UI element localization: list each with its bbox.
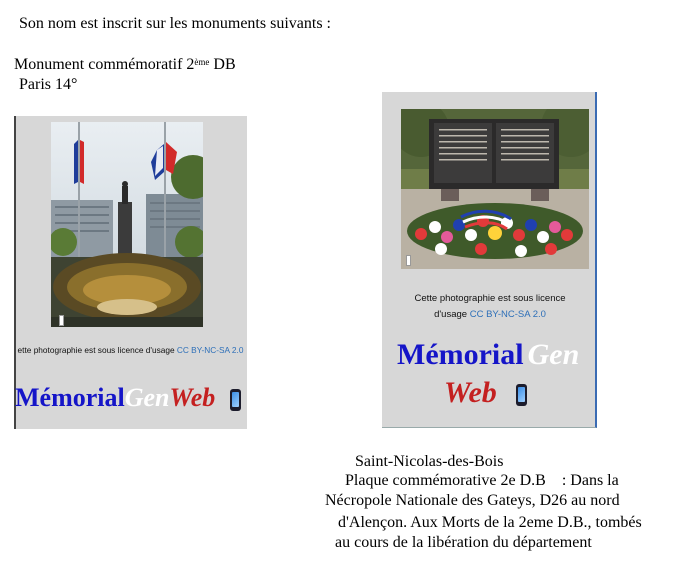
monument1-license-text: ette photographie est sous licence d'usage: [17, 345, 175, 355]
monument1-location: Paris 14°: [19, 76, 78, 93]
monument2-desc-line1: Plaque commémorative 2e D.B : Dans la: [345, 472, 619, 489]
monument1-brand-logo: [15, 383, 241, 413]
brand-web: Web: [444, 376, 497, 409]
smartphone-icon: [230, 389, 241, 411]
monument1-license-link[interactable]: CC BY-NC-SA 2.0: [176, 345, 244, 355]
monument2-desc-line3: d'Alençon. Aux Morts de la 2eme D.B., tombés: [338, 514, 642, 531]
monument2-license: [392, 291, 588, 323]
monument2-license-link[interactable]: CC BY-NC-SA 2.0: [469, 309, 546, 320]
brand-memorial: Mémorial: [397, 338, 524, 371]
monument2-license-line1: Cette photographie est sous licence: [414, 293, 566, 304]
monument2-place: Saint-Nicolas-des-Bois: [355, 453, 504, 470]
monument1-title-sup: ème: [194, 57, 210, 67]
monument1-card[interactable]: [14, 116, 247, 429]
brand-gen: Gen: [124, 383, 170, 412]
monument2-brand-line1: [397, 338, 579, 372]
brand-gen: Gen: [527, 338, 580, 371]
smartphone-icon: [516, 384, 527, 406]
monument2-brand-line2: [444, 376, 527, 410]
intro-text: Son nom est inscrit sur les monuments suivants :: [19, 15, 331, 32]
monument2-photo-image: [401, 109, 589, 269]
monument2-card[interactable]: [382, 92, 597, 428]
monument1-title-text: Monument commémoratif 2: [14, 56, 195, 73]
photo-marker: [59, 315, 64, 326]
monument1-title: [14, 55, 236, 74]
monument1-photo-image: [51, 122, 203, 327]
monument1-title-suffix: DB: [209, 56, 236, 73]
brand-web: Web: [169, 383, 216, 412]
monument1-photo[interactable]: [51, 122, 203, 327]
monument2-license-line2: [392, 307, 588, 323]
monument2-desc-line2: Nécropole Nationale des Gateys, D26 au nord: [325, 492, 620, 509]
monument2-license-prefix: d'usage: [434, 309, 468, 320]
monument2-desc-line4: au cours de la libération du département: [335, 534, 592, 551]
monument1-license: [14, 345, 247, 356]
brand-memorial: Mémorial: [15, 383, 125, 412]
monument2-photo[interactable]: [401, 109, 589, 269]
photo-marker: [406, 255, 411, 266]
